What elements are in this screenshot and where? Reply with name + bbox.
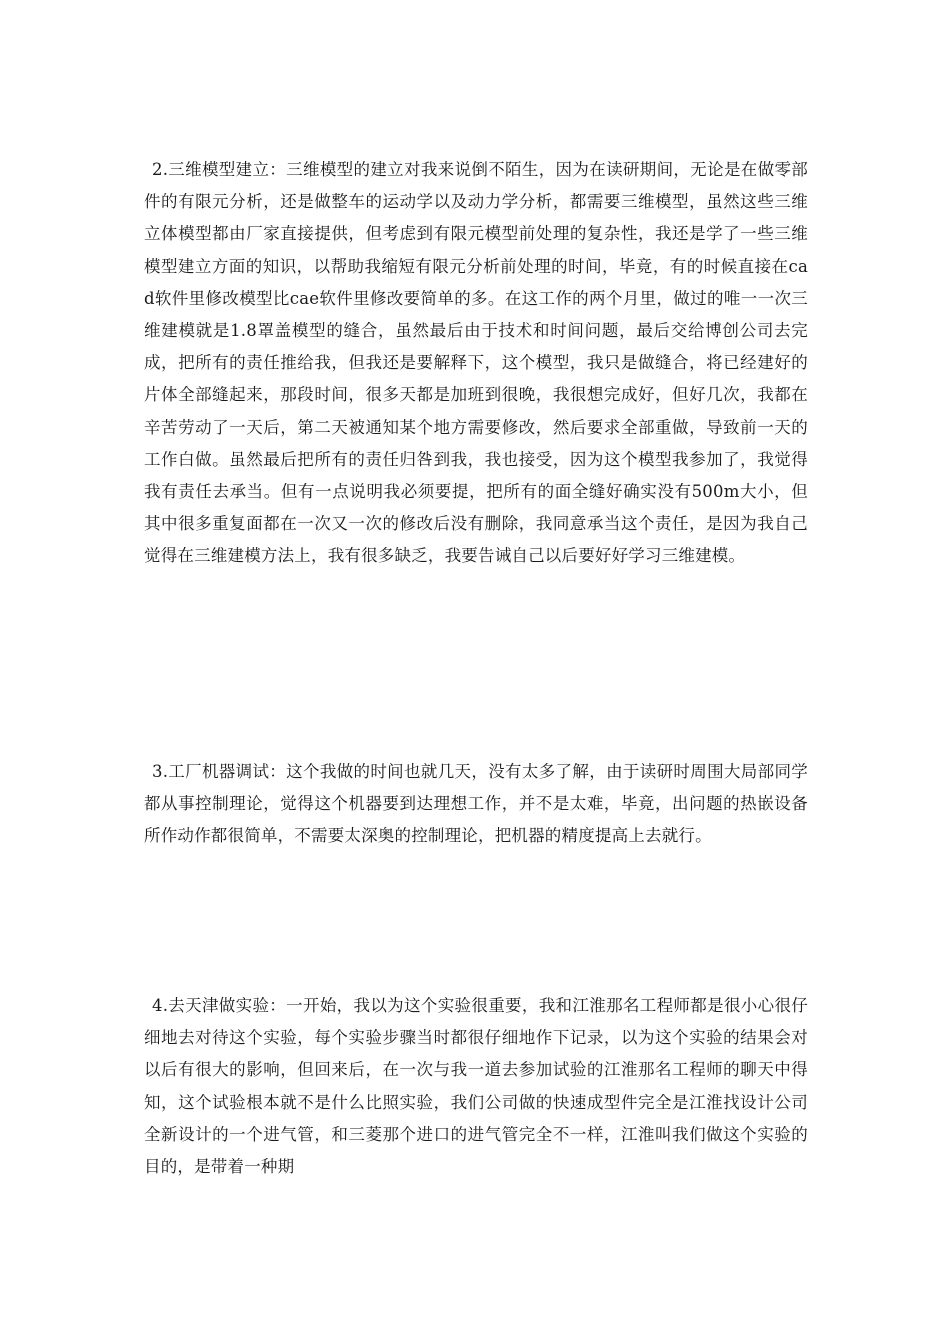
paragraph-section-4-tianjin-experiment: 4.去天津做实验：一开始，我以为这个实验很重要，我和江淮那名工程师都是很小心很仔细地去对待这个实验，每个实验步骤当时都很仔细地作下记录，以为这个实验的结果会对以后有很大的影响，但回来后，在一次与我一道去参加试验的江淮那名工程师的聊天中得知，这个试验根本就不是什么比照实验，我们公司做的快速成型件完全是江淮找设计公司全新设计的一个进气管，和三菱那个进口的进气管完全不一样，江淮叫我们做这个实验的目的，是带着一种期 <box>144 996 808 1177</box>
paragraph-section-3-machine-debugging: 3.工厂机器调试：这个我做的时间也就几天，没有太多了解，由于读研时周围大局部同学都从事控制理论，觉得这个机器要到达理想工作，并不是太难，毕竟，出问题的热嵌设备所作动作都很简单，不需要太深奥的控制理论，把机器的精度提高上去就行。 <box>144 762 808 846</box>
paragraph-section-2-model-building: 2.三维模型建立：三维模型的建立对我来说倒不陌生，因为在读研期间，无论是在做零部件的有限元分析，还是做整车的运动学以及动力学分析，都需要三维模型，虽然这些三维立体模型都由厂家直接提供，但考虑到有限元模型前处理的复杂性，我还是学了一些三维模型建立方面的知识，以帮助我缩短有限元分析前处理的时间，毕竟，有的时候直接在cad软件里修改模型比cae软件里修改要简单的多。在这工作的两个月里，做过的唯一一次三维建模就是1.8罩盖模型的缝合，虽然最后由于技术和时间问题，最后交给博创公司去完成，把所有的责任推给我，但我还是要解释下，这个模型，我只是做缝合，将已经建好的片体全部缝起来，那段时间，很多天都是加班到很晚，我很想完成好，但好几次，我都在辛苦劳动了一天后，第二天被通知某个地方需要修改，然后要求全部重做，导致前一天的工作白做。虽然最后把所有的责任归咎到我，我也接受，因为这个模型我参加了，我觉得我有责任去承当。但有一点说明我必须要提，把所有的面全缝好确实没有500m大小，但其中很多重复面都在一次又一次的修改后没有删除，我同意承当这个责任，是因为我自己觉得在三维建模方法上，我有很多缺乏，我要告诫自己以后要好好学习三维建模。 <box>144 160 808 566</box>
